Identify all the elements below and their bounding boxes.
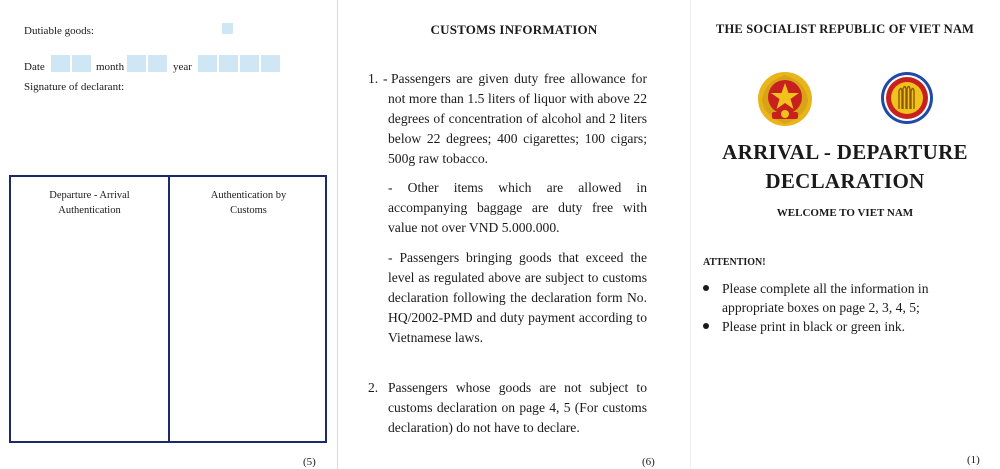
auth-right-line2: Customs [230, 205, 267, 216]
auth-right-line1: Authentication by [210, 190, 287, 201]
declaration-title-line1: ARRIVAL - DEPARTURE [722, 140, 968, 164]
instruction-bullet-2: Please print in black or green ink. [722, 319, 906, 334]
year-digit-2[interactable] [219, 55, 238, 72]
page-number-6: (6) [642, 456, 655, 468]
dutiable-goods-checkbox[interactable] [222, 23, 233, 34]
authentication-table [9, 175, 327, 443]
bullet-dot-2 [703, 323, 709, 329]
item1-dash: - [383, 71, 388, 86]
auth-left-line2: Authentication [58, 205, 121, 216]
page-6 [338, 0, 690, 469]
month-digit-1[interactable] [127, 55, 146, 72]
dutiable-goods-label: Dutiable goods: [24, 25, 94, 37]
customs-authentication-cell[interactable] [170, 188, 327, 218]
item1-text: Passengers are given duty free allowance for not more than 1.5 liters of liquor with above 22 degrees of concentration of alcohol and 2 liters below 22 degrees; 400 cigarettes; 100 cigars; 500g raw tobacco. [388, 71, 647, 166]
attention-label: ATTENTION! [703, 257, 766, 268]
page-number-5: (5) [303, 456, 316, 468]
month-label: month [96, 61, 125, 73]
item2-text: Passengers whose goods are not subject to customs declaration on page 4, 5 (For customs declaration) do not have to declare. [388, 380, 647, 435]
page-1 [690, 0, 1000, 469]
welcome-text: WELCOME TO VIET NAM [776, 207, 914, 219]
day-digit-2[interactable] [72, 55, 91, 72]
year-digit-4[interactable] [261, 55, 280, 72]
signature-label: Signature of declarant: [24, 81, 125, 93]
departure-arrival-authentication-cell[interactable] [11, 188, 168, 218]
date-label: Date [24, 61, 45, 73]
republic-heading: THE SOCIALIST REPUBLIC OF VIET NAM [715, 22, 975, 36]
day-digit-1[interactable] [51, 55, 70, 72]
month-digit-2[interactable] [148, 55, 167, 72]
bullet-dot-1 [703, 285, 709, 291]
year-digit-3[interactable] [240, 55, 259, 72]
customs-information-title: CUSTOMS INFORMATION [430, 22, 598, 37]
national-emblem-icon [756, 70, 814, 128]
declaration-title-line2: DECLARATION [765, 169, 925, 193]
year-label: year [173, 61, 192, 73]
page-5 [0, 0, 337, 469]
item1-sub2: - Passengers bringing goods that exceed the level as regulated above are subject to customs declaration following the declaration form No. HQ/2002-PMD and duty payment according to Vietnamese laws. [388, 250, 647, 345]
asean-emblem-icon [880, 71, 934, 125]
page-number-1: (1) [967, 454, 980, 466]
item1-sub1: - Other items which are allowed in accompanying baggage are duty free with value not over VND 5.000.000. [388, 180, 647, 235]
year-digit-1[interactable] [198, 55, 217, 72]
instruction-bullet-1: Please complete all the information in appropriate boxes on page 2, 3, 4, 5; [722, 281, 929, 315]
item1-number: 1. [368, 71, 379, 86]
item2-number: 2. [368, 380, 379, 395]
auth-left-line1: Departure - Arrival [49, 190, 130, 201]
